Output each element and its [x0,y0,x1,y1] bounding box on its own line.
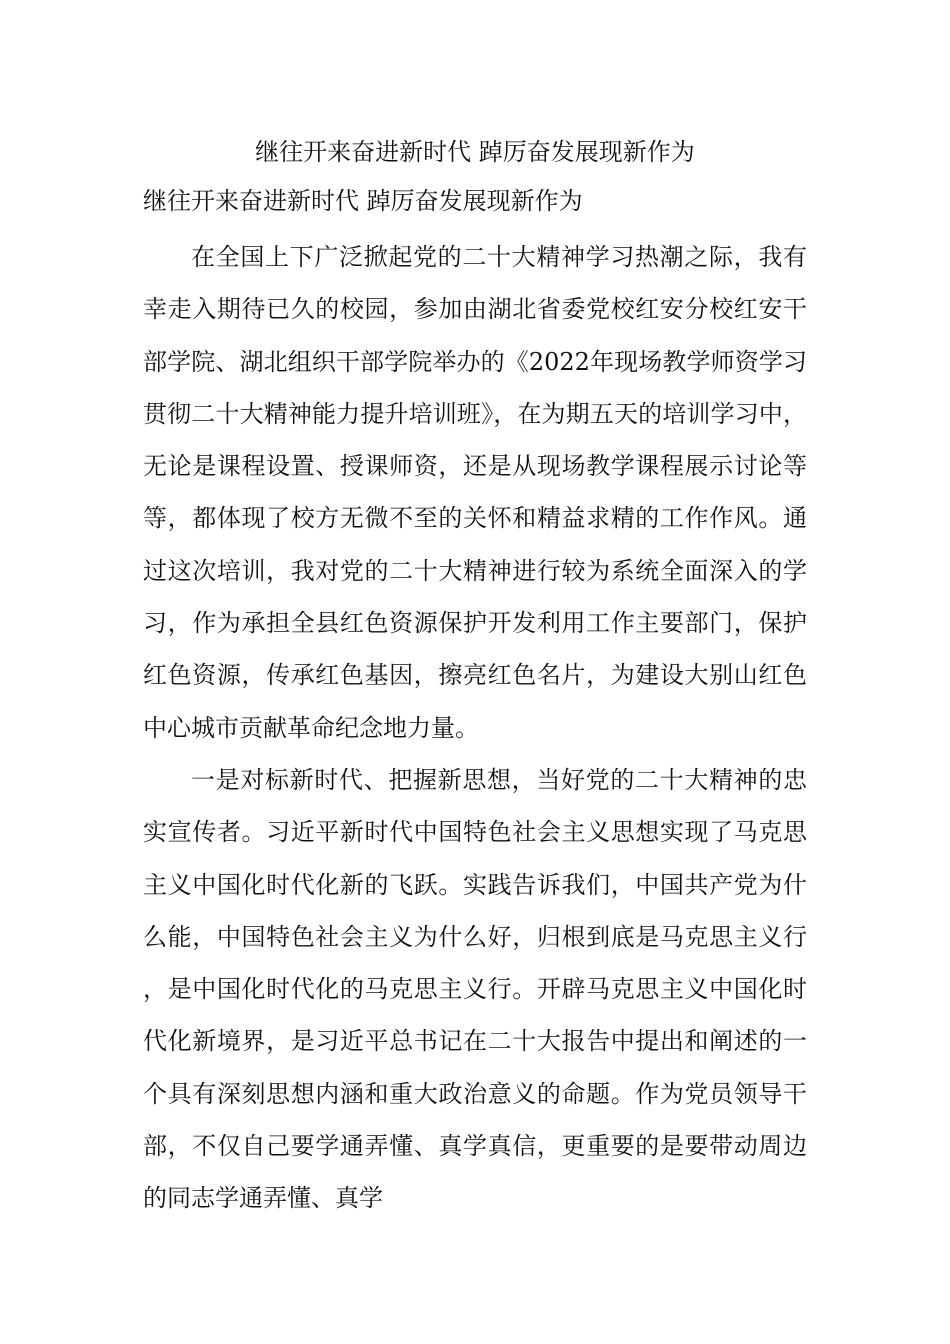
paragraph-point-one: 一是对标新时代、把握新思想，当好党的二十大精神的忠实宣传者。习近平新时代中国特色社会主义思想实现了马克思主义中国化时代化新的飞跃。实践告诉我们，中国共产党为什么能，中国特色社会主义为什么好，归根到底是马克思主义行，是中国化时代化的马克思主义行。开辟马克思主义中国化时代化新境界，是习近平总书记在二十大报告中提出和阐述的一个具有深刻思想内涵和重大政治意义的命题。作为党员领导干部，不仅自己要学通弄懂、真学真信，更重要的是要带动周边的同志学通弄懂、真学 [143,765,807,1213]
document-title-left: 继往开来奋进新时代 踔厉奋发展现新作为 [143,187,583,215]
document-title-centered: 继往开来奋进新时代 踔厉奋发展现新作为 [255,138,695,166]
document-body [143,181,807,1225]
paragraph-intro: 在全国上下广泛掀起党的二十大精神学习热潮之际，我有幸走入期待已久的校园，参加由湖北省委党校红安分校红安干部学院、湖北组织干部学院举办的《2022年现场教学师资学习贯彻二十大精神能力提升培训班》，在为期五天的培训学习中，无论是课程设置、授课师资，还是从现场教学课程展示讨论等等，都体现了校方无微不至的关怀和精益求精的工作作风。通过这次培训，我对党的二十大精神进行较为系统全面深入的学习，作为承担全县红色资源保护开发利用工作主要部门，保护红色资源，传承红色基因，擦亮红色名片，为建设大别山红色中心城市贡献革命纪念地力量。 [143,243,807,742]
